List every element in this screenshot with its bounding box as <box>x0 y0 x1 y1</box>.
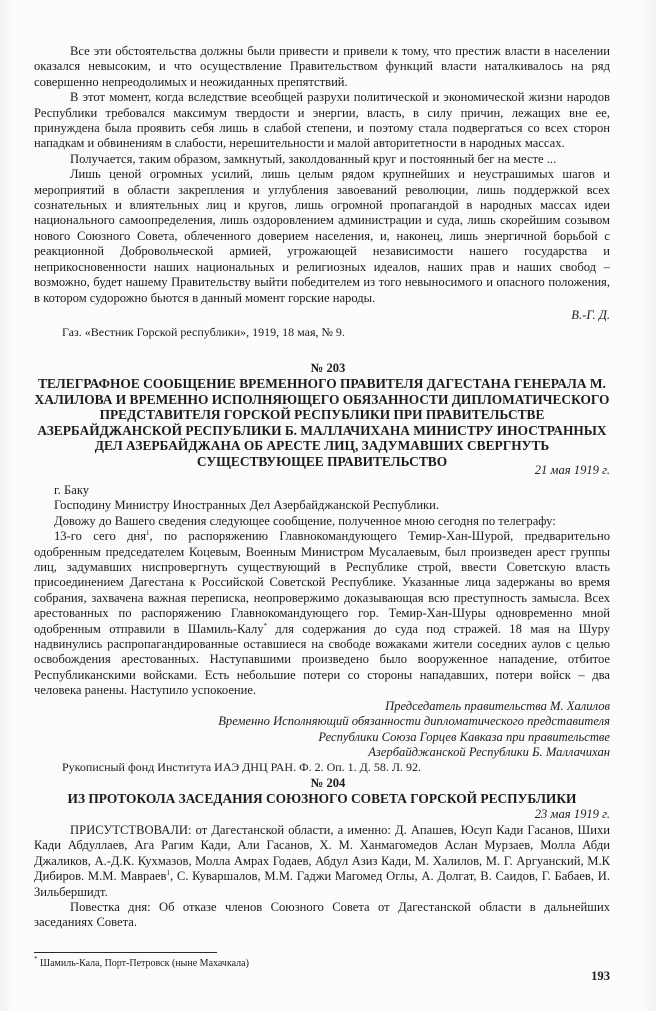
page-number: 193 <box>591 969 610 983</box>
text: , по распоряжению Главнокомандующего Темир-Хан-Шурой, предварительно одобренным председателем Коцевым, Военным Министром Мусалаевым, был произведен арест группы лиц, задумавших ниспровергнуть существующий в Республике строй, ввести Советскую власть присоединением Дагестана к Российской Советской Республике. Указанные лица задержаны во время собрания, захвачена важная переписка, неопровержимо доказывающая всю преступность замысла. Всех арестованных по распоряжению Главнокомандующего гор. Темир-Хан-Шуры одновременно мной одобренным отправили в Шамиль-Калу <box>34 529 610 636</box>
document-date: 21 мая 1919 г. <box>534 463 610 477</box>
document-title: ИЗ ПРОТОКОЛА ЗАСЕДАНИЯ СОЮЗНОГО СОВЕТА ГОРСКОЙ РЕСПУБЛИКИ <box>67 791 577 806</box>
footnote <box>34 955 249 969</box>
addressee: Господину Министру Иностранных Дел Азербайджанской Республики. <box>54 498 440 513</box>
paragraph: Получается, таким образом, замкнутый, заколдованный круг и постоянный бег на месте ... <box>70 151 557 166</box>
signature: В.-Г. Д. <box>571 307 610 322</box>
paragraph <box>34 529 610 698</box>
source-reference: Рукописный фонд Института ИАЭ ДНЦ РАН. Ф. 2. Оп. 1. Д. 58. Л. 92. <box>62 760 421 775</box>
text: , С. Куваршалов, М.М. Гаджи Магомед Оглы, А. Долгат, В. Саидов, Г. Бабаев, И. Зильбершидт. <box>34 869 610 899</box>
paragraph: Все эти обстоятельства должны были привести и привели к тому, что престиж власти в населении оказался невысоким, и что осуществление Правительством функций власти наталкивалось на ряд совершенно непреодолимых и неожиданных препятствий. <box>34 44 610 89</box>
signature-line: Председатель правительства М. Халилов <box>385 698 610 713</box>
document-203-body <box>34 483 610 776</box>
paragraph: Повестка дня: Об отказе членов Союзного Совета от Дагестанской области в дальнейших заседаниях Совета. <box>34 900 610 930</box>
footnote-text: Шамиль-Кала, Порт-Петровск (ныне Махачкала) <box>37 958 249 969</box>
document-title: ТЕЛЕГРАФНОЕ СООБЩЕНИЕ ВРЕМЕННОГО ПРАВИТЕЛЯ ДАГЕСТАНА ГЕНЕРАЛА М. ХАЛИЛОВА И ВРЕМЕННО ИСПОЛНЯЮЩЕГО ОБЯЗАННОСТИ ДИПЛОМАТИЧЕСКОГО ПРЕДСТАВИТЕЛЯ ГОРСКОЙ РЕСПУБЛИКИ ПРИ ПРАВИТЕЛЬСТВЕ АЗЕРБАЙДЖАНСКОЙ РЕСПУБЛИКИ Б. МАЛЛАЧИХАНА МИНИСТРУ ИНОСТРАННЫХ ДЕЛ АЗЕРБАЙДЖАНА ОБ АРЕСТЕ ЛИЦ, ЗАДУМАВШИХ СВЕРГНУТЬ СУЩЕСТВУЮЩЕЕ ПРАВИТЕЛЬСТВО <box>34 376 610 469</box>
footnote-ref: 1 <box>146 529 150 538</box>
source-reference: Газ. «Вестник Горской республики», 1919, 18 мая, № 9. <box>62 325 345 340</box>
signature-line: Временно Исполняющий обязанности дипломатического представителя <box>218 714 610 729</box>
footnote-ref: 1 <box>166 869 170 878</box>
paragraph <box>34 823 610 900</box>
signature-line: Азербайджанской Республики Б. Маллачихан <box>368 744 610 759</box>
previous-document-text <box>34 44 610 341</box>
document-date: 23 мая 1919 г. <box>534 807 610 821</box>
text: 13-го сего дня <box>54 529 147 544</box>
paragraph: Довожу до Вашего сведения следующее сообщение, полученное мною сегодня по телеграфу: <box>54 513 556 528</box>
place: г. Баку <box>54 483 90 497</box>
document-204-body <box>34 823 610 931</box>
paragraph: В этот момент, когда вследствие всеобщей разрухи политической и экономической жизни народов Республики требовался максимум твердости и энергии, власть, в силу причин, лежащих вне ее, принуждена была проявить себя лишь в слабой степени, и поэтому стала подвергаться со всех сторон нападкам и обвинениям в слабости, нерешительности и малой авторитетности в народных массах. <box>34 90 610 151</box>
text: для содержания до суда под стражей. 18 мая на Шуру надвинулись распропагандированные оставшиеся на свободе вожаками жители соседних аулов с целью освобождения арестованных. Наступавшими произведено было вооруженное нападение, отбитое Республиканскими войсками. Есть небольшие потери со стороны нападавших, потери войск – два человека ранены. Наступило успокоение. <box>34 621 610 698</box>
document-number: № 204 <box>310 776 346 790</box>
signature-line: Республики Союза Горцев Кавказа при правительстве <box>318 729 610 744</box>
text: ПРИСУТСТВОВАЛИ: от Дагестанской области, а именно: Д. Апашев, Юсуп Кади Гасанов, Шихи Кади Абдуллаев, Ага Рагим Кади, Али Гасанов, Х. М. Ханмагомедов Аслан Мурзаев, Молла Абди Джаликов, А.-Д.К. Кухмазов, Молла Амрах Годаев, Абдул Азиз Кади, М. Халилов, М. Г. Аргуанский, М.К Дибиров. М.М. Мавраев <box>34 823 610 884</box>
document-number: № 203 <box>310 361 346 375</box>
footnote-ref: * <box>263 621 268 630</box>
footnote-mark: * <box>34 955 38 963</box>
paragraph: Лишь ценой огромных усилий, лишь целым рядом крупнейших и неустрашимых шагов и мероприятий в области закрепления и углубления завоеваний революции, лишь поддержкой всех сознательных и влиятельных лиц и кругов, лишь огромной пропагандой в народных массах идеи национального самоопределения, лишь оздоровлением администрации и суда, лишь скорейшим созывом нового Союзного Совета, облеченного доверием населения, и, наконец, лишь энергичной борьбой с реакционной Добровольческой армией, угрожающей независимости нашего государства и неприкосновенности наших национальных и религиозных идеалов, наших прав и наших свобод – возможно, будет нашему Правительству выйти победителем из того невыносимого и опасного положения, в котором судорожно бьются в данный момент горские народы. <box>34 167 610 305</box>
footnote-divider <box>34 952 217 953</box>
